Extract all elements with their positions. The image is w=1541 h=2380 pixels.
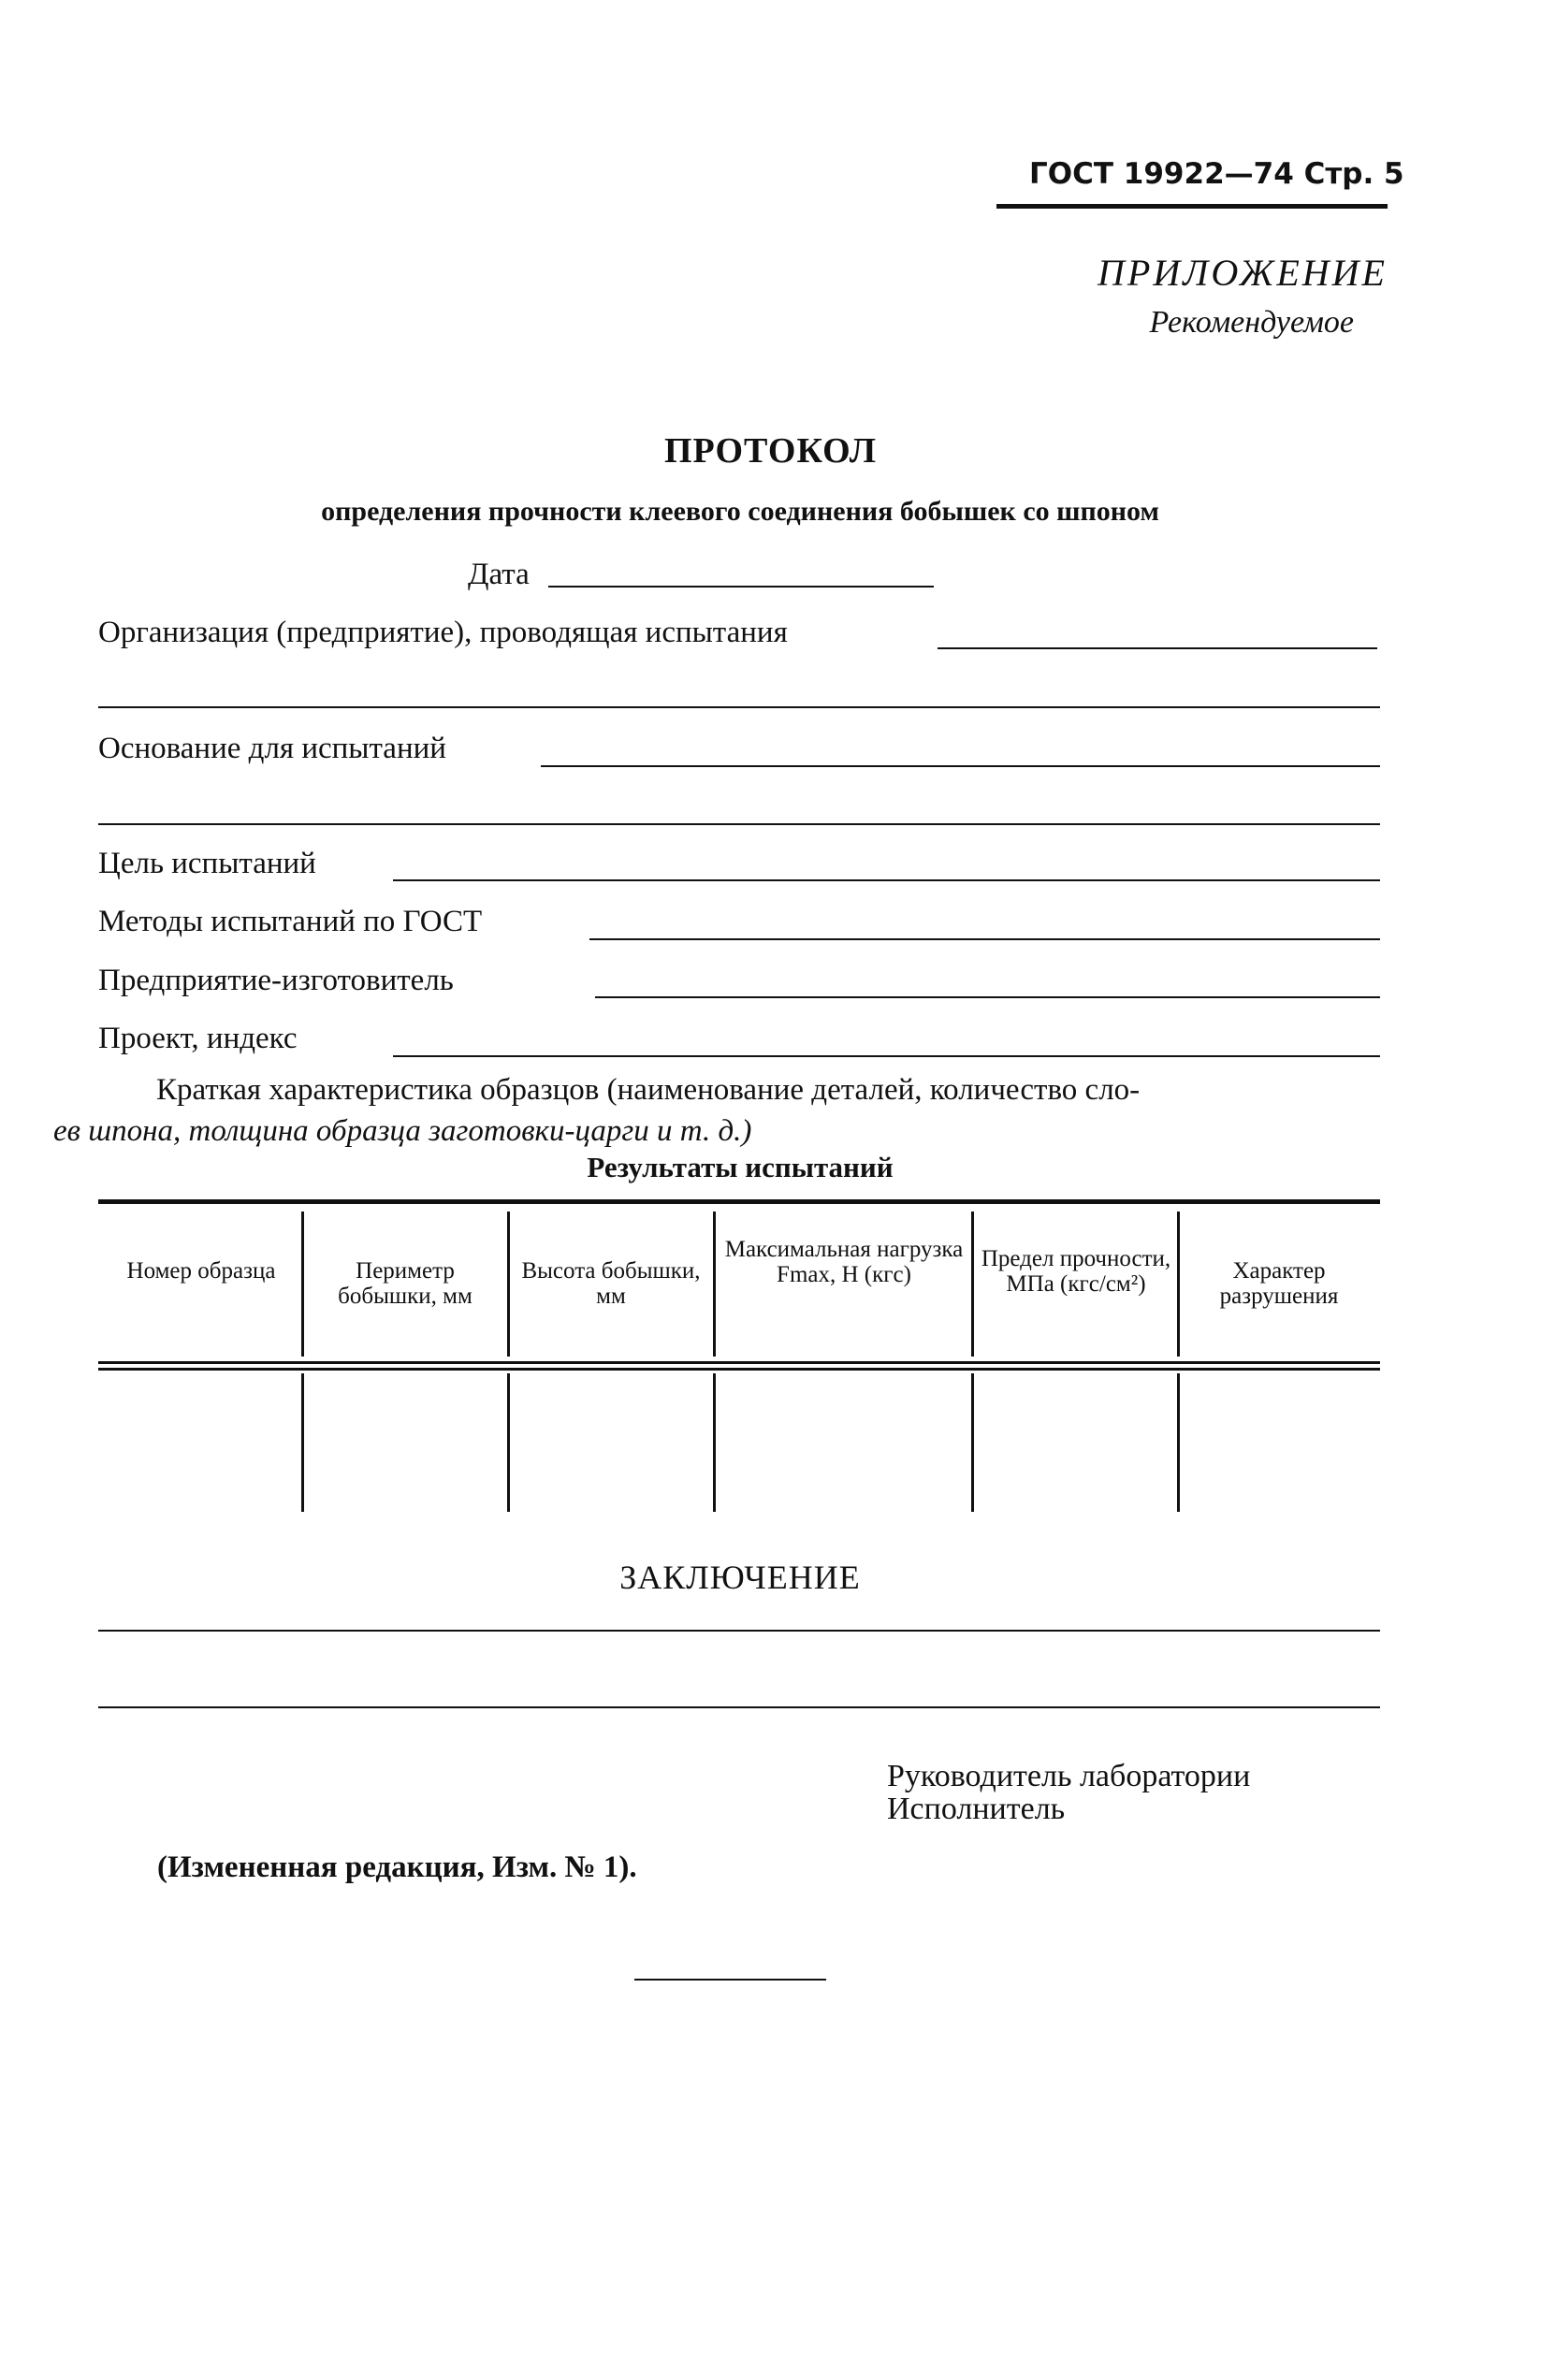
conclusion-line [98,1630,1380,1632]
header-rule [996,204,1388,209]
goal-line [393,879,1380,881]
column-header-failure: Характер разрушения [1219,1258,1339,1309]
conclusion-title: ЗАКЛЮЧЕНИЕ [619,1559,861,1596]
organization-label: Организация (предприятие), проводящая испытания [98,616,788,649]
table-divider [971,1212,974,1357]
executor-signature: Исполнитель [887,1792,1066,1826]
manufacturer-line [595,996,1380,998]
basis-line [541,765,1380,767]
date-line [548,586,934,588]
date-label: Дата [468,558,530,591]
footer-rule [634,1979,826,1981]
column-header-perimeter: Периметр бобышки, мм [338,1258,472,1309]
manufacturer-label: Предприятие-изготовитель [98,964,454,997]
column-header-max-load: Максимальная нагрузка Fmax, Н (кгс) [724,1237,964,1287]
table-divider [713,1373,716,1512]
edit-note: (Измененная редакция, Изм. № 1). [157,1850,637,1884]
organization-line [938,647,1377,649]
methods-line [589,938,1380,940]
basis-line-2 [98,823,1380,825]
organization-line-2 [98,706,1380,708]
basis-label: Основание для испытаний [98,732,446,765]
table-divider [713,1212,716,1357]
methods-label: Методы испытаний по ГОСТ [98,905,483,938]
goal-label: Цель испытаний [98,847,316,880]
samples-description-line-1: Краткая характеристика образцов (наименование деталей, количество сло- [156,1073,1141,1107]
column-header-height: Высота бобышки, мм [521,1258,701,1309]
table-header-rule [98,1368,1380,1371]
lab-head-signature: Руководитель лаборатории [887,1759,1251,1793]
samples-description [53,1069,1380,1152]
table-divider [507,1373,510,1512]
table-header-rule [98,1361,1380,1364]
protocol-title: ПРОТОКОЛ [663,431,878,471]
table-divider [1177,1373,1180,1512]
column-header-sample-number: Номер образца [126,1258,276,1284]
table-divider [971,1373,974,1512]
project-line [393,1055,1380,1057]
page-header: ГОСТ 19922—74 Стр. 5 [1029,157,1404,191]
table-top-rule [98,1199,1380,1204]
table-divider [301,1212,304,1357]
project-label: Проект, индекс [98,1022,298,1055]
protocol-subtitle: определения прочности клеевого соединения бобышек со шпоном [321,496,1159,527]
table-divider [301,1373,304,1512]
results-title: Результаты испытаний [587,1151,894,1183]
appendix-subtitle: Рекомендуемое [1149,305,1354,340]
samples-description-line-2: ев шпона, толщина образца заготовки-царги и т. д.) [53,1114,752,1148]
table-divider [507,1212,510,1357]
conclusion-line-2 [98,1706,1380,1708]
table-divider [1177,1212,1180,1357]
column-header-strength: Предел прочности, МПа (кгс/см²) [981,1246,1171,1297]
appendix-title: ПРИЛОЖЕНИЕ [1098,252,1388,294]
